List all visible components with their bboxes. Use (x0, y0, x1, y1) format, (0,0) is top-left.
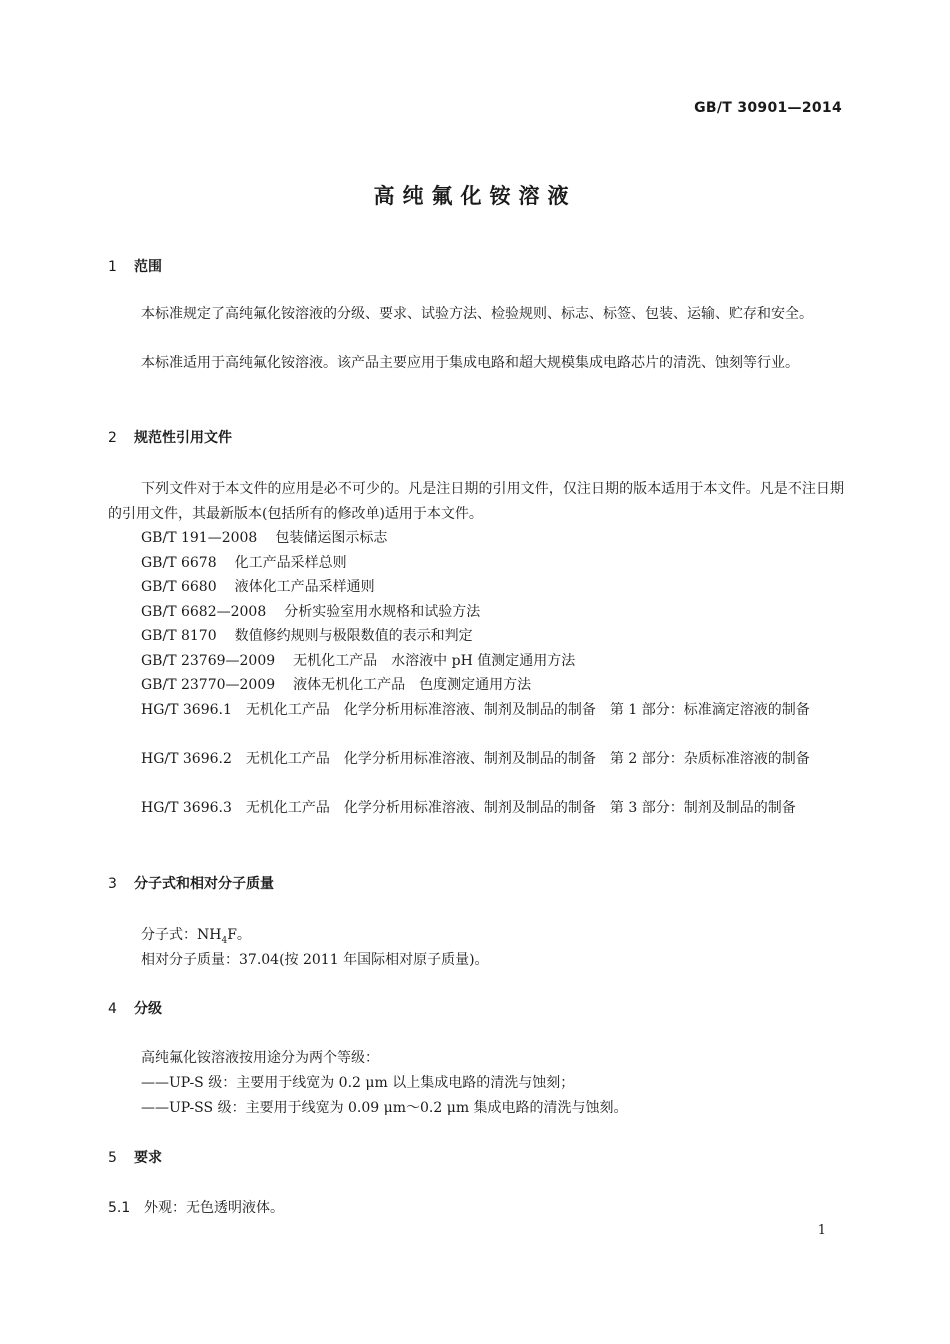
section-title: 分子式和相对分子质量 (134, 876, 274, 892)
formula-label: 分子式： (141, 927, 197, 943)
section-title: 分级 (134, 1001, 162, 1017)
reference-code: GB/T 8170 (141, 628, 217, 644)
page-number: 1 (817, 1223, 826, 1238)
section-title: 规范性引用文件 (134, 430, 232, 446)
section-title: 范围 (134, 259, 162, 275)
paragraph: 下列文件对于本文件的应用是必不可少的。凡是注日期的引用文件，仅注日期的版本适用于本文件。凡是不注日期的引用文件，其最新版本(包括所有的修改单)适用于本文件。 (108, 481, 844, 522)
paragraph: 本标准规定了高纯氟化铵溶液的分级、要求、试验方法、检验规则、标志、标签、包装、运输、贮存和安全。 (141, 306, 813, 322)
reference-title: 数值修约规则与极限数值的表示和判定 (234, 628, 473, 644)
reference-code: GB/T 6682—2008 (141, 604, 267, 620)
section-number: 2 (108, 430, 117, 446)
formula-tail: F。 (227, 927, 251, 943)
reference-item (141, 600, 480, 625)
reference-code: GB/T 23769—2009 (141, 653, 276, 669)
section-number: 4 (108, 1001, 117, 1017)
reference-item (141, 649, 575, 674)
reference-title: 液体化工产品采样通则 (234, 579, 375, 595)
molecular-mass: 相对分子质量：37.04(按 2011 年国际相对原子质量)。 (141, 952, 489, 968)
reference-code: GB/T 23770—2009 (141, 677, 276, 693)
document-title: 高纯氟化铵溶液 (373, 184, 577, 208)
clause-text: 外观：无色透明液体。 (144, 1200, 284, 1216)
section-4-heading (108, 999, 162, 1019)
grade-intro: 高纯氟化铵溶液按用途分为两个等级： (141, 1050, 379, 1066)
reference-title: 无机化工产品 水溶液中 pH 值测定通用方法 (293, 653, 576, 669)
reference-code: GB/T 6680 (141, 579, 217, 595)
grade-item: ——UP-S 级：主要用于线宽为 0.2 μm 以上集成电路的清洗与蚀刻； (141, 1075, 575, 1091)
reference-item (141, 551, 347, 576)
reference-item (141, 526, 387, 551)
formula-main: NH (197, 927, 222, 943)
formula-subscript: 4 (221, 935, 228, 946)
section-number: 1 (108, 259, 117, 275)
reference-item: HG/T 3696.2 无机化工产品 化学分析用标准溶液、制剂及制品的制备 第 2 部分：杂质标准溶液的制备 (141, 751, 810, 767)
section-1-heading (108, 257, 162, 277)
reference-item (141, 673, 531, 698)
reference-item (141, 575, 375, 600)
reference-title: 分析实验室用水规格和试验方法 (284, 604, 481, 620)
reference-code: GB/T 6678 (141, 555, 217, 571)
clause-5-1 (108, 1196, 284, 1221)
paragraph: 本标准适用于高纯氟化铵溶液。该产品主要应用于集成电路和超大规模集成电路芯片的清洗、蚀刻等行业。 (141, 355, 799, 371)
section-title: 要求 (134, 1150, 162, 1166)
reference-item: HG/T 3696.3 无机化工产品 化学分析用标准溶液、制剂及制品的制备 第 3 部分：制剂及制品的制备 (141, 800, 796, 816)
standard-code: GB/T 30901—2014 (694, 100, 842, 116)
reference-item: HG/T 3696.1 无机化工产品 化学分析用标准溶液、制剂及制品的制备 第 1 部分：标准滴定溶液的制备 (141, 702, 810, 718)
section-number: 3 (108, 876, 117, 892)
reference-title: 液体无机化工产品 色度测定通用方法 (293, 677, 532, 693)
section-3-heading (108, 874, 274, 894)
section-5-heading (108, 1148, 162, 1168)
reference-code: GB/T 191—2008 (141, 530, 258, 546)
section-2-heading (108, 428, 232, 448)
clause-number: 5.1 (108, 1200, 131, 1216)
reference-item (141, 624, 473, 649)
section-number: 5 (108, 1150, 117, 1166)
reference-title: 包装储运图示标志 (275, 530, 388, 546)
grade-item: ——UP-SS 级：主要用于线宽为 0.09 μm～0.2 μm 集成电路的清洗与蚀刻。 (141, 1100, 628, 1116)
reference-title: 化工产品采样总则 (234, 555, 347, 571)
